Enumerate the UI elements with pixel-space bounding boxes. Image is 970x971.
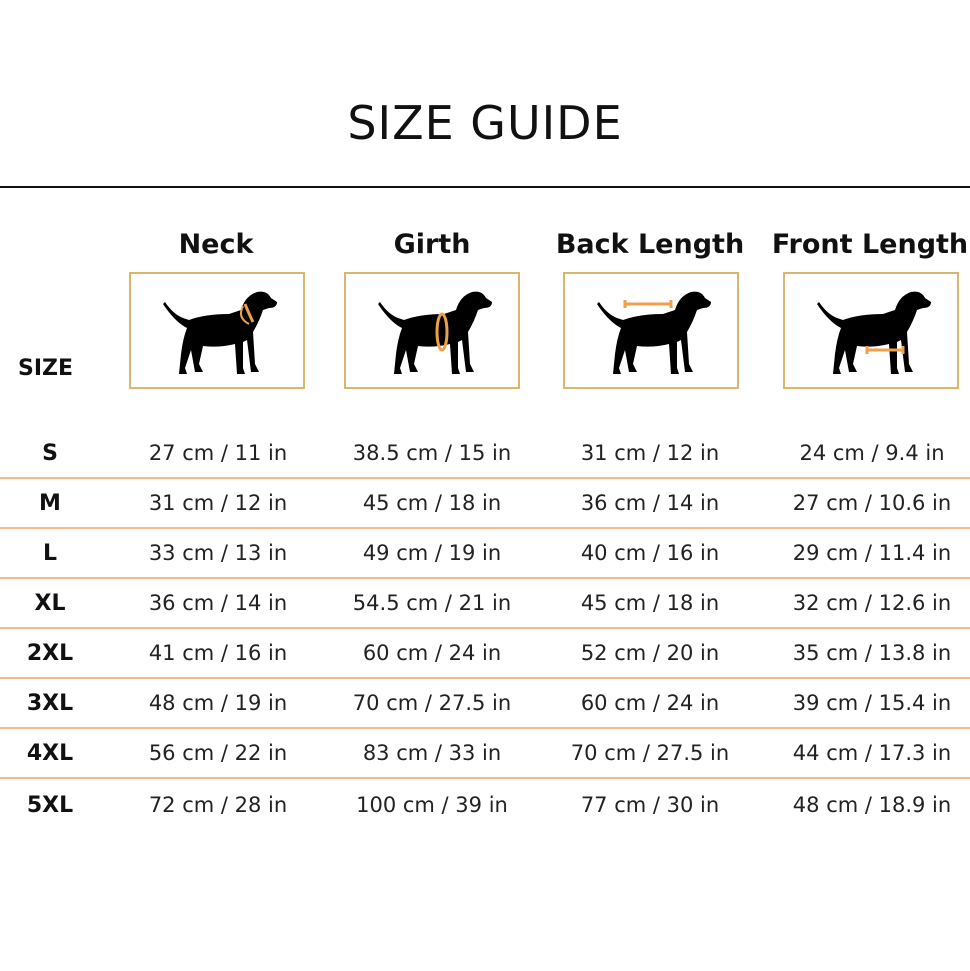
back-length-value: 45 cm / 18 in: [580, 591, 720, 615]
front-length-value: 39 cm / 15.4 in: [792, 691, 952, 715]
back-length-value: 70 cm / 27.5 in: [570, 741, 730, 765]
size-column-header: SIZE: [18, 356, 74, 381]
table-row: [0, 691, 970, 721]
neck-value: 48 cm / 19 in: [148, 691, 288, 715]
girth-value: 38.5 cm / 15 in: [352, 441, 512, 465]
row-separator: [0, 677, 970, 679]
back-length-value: 36 cm / 14 in: [580, 491, 720, 515]
back-length-value: 77 cm / 30 in: [580, 793, 720, 817]
front-length-value: 48 cm / 18.9 in: [792, 793, 952, 817]
neck-value: 41 cm / 16 in: [148, 641, 288, 665]
back-length-value: 40 cm / 16 in: [580, 541, 720, 565]
dog-girth-measure-icon: [374, 284, 494, 380]
front-length-value: 24 cm / 9.4 in: [799, 441, 945, 465]
girth-value: 49 cm / 19 in: [362, 541, 502, 565]
table-row: [0, 441, 970, 471]
back-length-value: 52 cm / 20 in: [580, 641, 720, 665]
back-length-value: 31 cm / 12 in: [580, 441, 720, 465]
front-length-value: 29 cm / 11.4 in: [792, 541, 952, 565]
row-separator: [0, 477, 970, 479]
girth-value: 100 cm / 39 in: [356, 793, 508, 817]
row-separator: [0, 527, 970, 529]
table-row: [0, 541, 970, 571]
neck-value: 36 cm / 14 in: [148, 591, 288, 615]
size-label: L: [42, 541, 58, 566]
size-label: 4XL: [26, 741, 74, 766]
title-divider: [0, 186, 970, 188]
girth-value: 45 cm / 18 in: [362, 491, 502, 515]
front-length-value: 32 cm / 12.6 in: [792, 591, 952, 615]
front-length-value: 27 cm / 10.6 in: [792, 491, 952, 515]
size-label: M: [39, 491, 61, 516]
girth-value: 83 cm / 33 in: [362, 741, 502, 765]
back-length-measure-card: [563, 272, 739, 389]
size-label: 5XL: [26, 793, 74, 818]
column-header-front-length: Front Length: [771, 229, 969, 260]
size-label: XL: [34, 591, 66, 616]
page-title: SIZE GUIDE: [347, 96, 623, 150]
girth-value: 60 cm / 24 in: [362, 641, 502, 665]
column-header-back-length: Back Length: [555, 229, 745, 260]
table-row: [0, 591, 970, 621]
table-row: [0, 793, 970, 823]
neck-value: 31 cm / 12 in: [148, 491, 288, 515]
table-row: [0, 641, 970, 671]
size-label: 3XL: [26, 691, 74, 716]
front-length-measure-card: [783, 272, 959, 389]
neck-value: 72 cm / 28 in: [148, 793, 288, 817]
column-header-girth: Girth: [393, 229, 471, 260]
dog-front-length-measure-icon: [813, 284, 933, 380]
back-length-value: 60 cm / 24 in: [580, 691, 720, 715]
neck-value: 33 cm / 13 in: [148, 541, 288, 565]
table-row: [0, 741, 970, 771]
neck-measure-card: [129, 272, 305, 389]
girth-measure-card: [344, 272, 520, 389]
column-header-neck: Neck: [178, 229, 254, 260]
girth-value: 70 cm / 27.5 in: [352, 691, 512, 715]
neck-value: 27 cm / 11 in: [148, 441, 288, 465]
table-row: [0, 491, 970, 521]
size-label: 2XL: [26, 641, 74, 666]
dog-neck-measure-icon: [159, 284, 279, 380]
front-length-value: 44 cm / 17.3 in: [792, 741, 952, 765]
neck-value: 56 cm / 22 in: [148, 741, 288, 765]
row-separator: [0, 727, 970, 729]
front-length-value: 35 cm / 13.8 in: [792, 641, 952, 665]
row-separator: [0, 577, 970, 579]
dog-back-length-measure-icon: [593, 284, 713, 380]
row-separator: [0, 777, 970, 779]
size-label: S: [42, 441, 58, 466]
row-separator: [0, 627, 970, 629]
girth-value: 54.5 cm / 21 in: [352, 591, 512, 615]
